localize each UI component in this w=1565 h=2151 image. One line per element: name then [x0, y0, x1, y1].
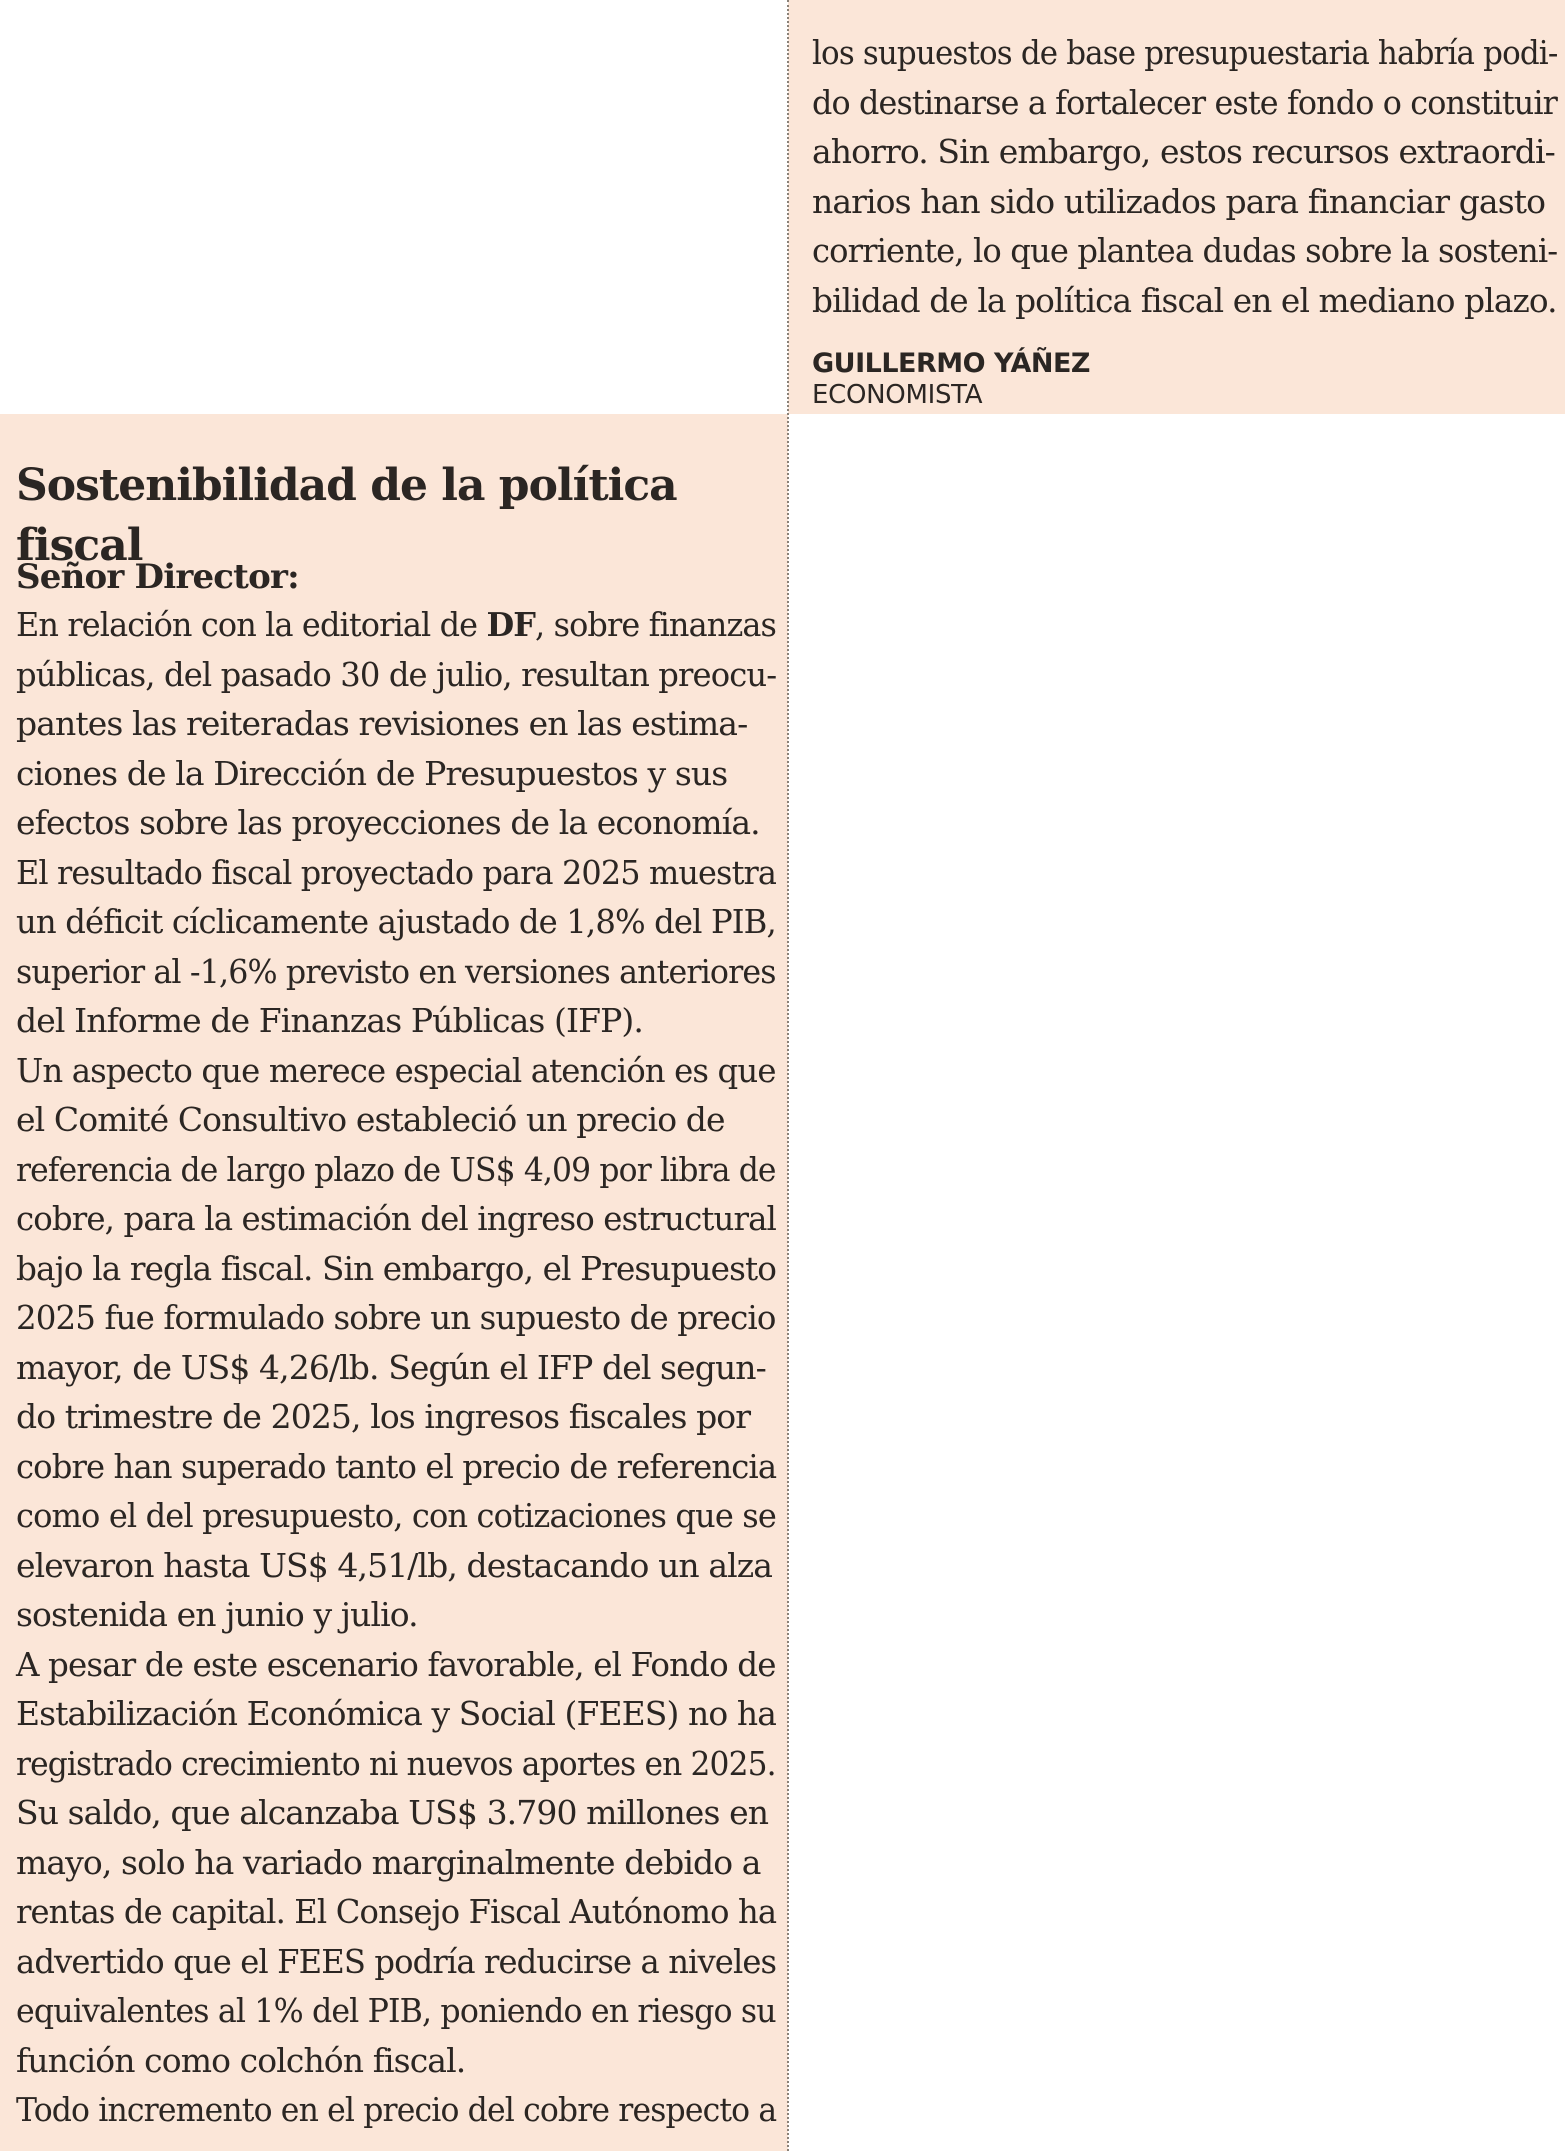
column-divider — [787, 0, 789, 2151]
author-name: GUILLERMO YÁÑEZ — [812, 348, 1090, 379]
text-line: ciones de la Dirección de Presupuestos y sus — [16, 753, 728, 793]
paragraph — [16, 1046, 776, 1640]
text-line: ahorro. Sin embargo, estos recursos extraordi- — [812, 132, 1555, 171]
text-line: registrado crecimiento ni nuevos aportes en 2025. — [16, 1743, 776, 1783]
intro-text: En relación con la editorial de — [16, 605, 487, 644]
text-line: Todo incremento en el precio del cobre respecto a — [16, 2090, 777, 2129]
text-line: mayo, solo ha variado marginalmente debido a — [16, 1842, 761, 1882]
text-line: cobre, para la estimación del ingreso estructural — [16, 1199, 776, 1238]
publication-name: DF — [486, 605, 536, 644]
text-line: el Comité Consultivo estableció un precio de — [16, 1100, 725, 1139]
letter-continuation-text — [812, 28, 1557, 325]
text-line: referencia de largo plazo de US$ 4,09 por libra de — [16, 1149, 776, 1189]
text-line: Estabilización Económica y Social (FEES) no ha — [16, 1694, 776, 1733]
intro-text-end: , sobre finanzas — [535, 605, 777, 644]
paragraph — [16, 600, 776, 848]
text-line: del Informe de Finanzas Públicas (IFP). — [16, 1001, 643, 1040]
text-line: efectos sobre las proyecciones de la economía. — [16, 803, 760, 842]
text-line: El resultado fiscal proyectado para 2025 muestra — [16, 852, 777, 892]
text-line: cobre han superado tanto el precio de referencia — [16, 1446, 777, 1486]
text-line: 2025 fue formulado sobre un supuesto de precio — [16, 1298, 776, 1337]
letter-salutation: Señor Director: — [16, 557, 299, 597]
paragraph — [16, 2085, 776, 2135]
text-line: elevaron hasta US$ 4,51/lb, destacando un alza — [16, 1545, 773, 1585]
text-line: públicas, del pasado 30 de julio, resultan preocu- — [16, 654, 777, 694]
text-line: bilidad de la política fiscal en el mediano plazo. — [812, 280, 1557, 320]
paragraph — [16, 848, 776, 1046]
text-line: pantes las reiteradas revisiones en las estima- — [16, 704, 748, 743]
text-line: un déficit cíclicamente ajustado de 1,8% del PIB, — [16, 902, 776, 941]
text-line: do trimestre de 2025, los ingresos fiscales por — [16, 1397, 751, 1436]
text-line: Su saldo, que alcanzaba US$ 3.790 millones en — [16, 1793, 769, 1832]
text-line: sostenida en junio y julio. — [16, 1595, 418, 1634]
text-line: como el del presupuesto, con cotizaciones que se — [16, 1496, 776, 1535]
letter-title: Sostenibilidad de la política fiscal — [16, 460, 677, 571]
text-line: bajo la regla fiscal. Sin embargo, el Presupuesto — [16, 1248, 777, 1288]
text-line: A pesar de este escenario favorable, el Fondo de — [16, 1644, 776, 1684]
letter-body — [16, 600, 776, 2135]
text-line — [16, 600, 777, 650]
text-line: corriente, lo que plantea dudas sobre la sosteni- — [812, 231, 1558, 270]
text-line: mayor, de US$ 4,26/lb. Según el IFP del segun- — [16, 1347, 766, 1387]
text-line: narios han sido utilizados para financiar gasto — [812, 181, 1546, 221]
text-line: equivalentes al 1% del PIB, poniendo en riesgo su — [16, 1991, 776, 2030]
text-line: superior al -1,6% previsto en versiones anteriores — [16, 951, 776, 991]
text-line: función como colchón fiscal. — [16, 2040, 466, 2080]
text-line: los supuestos de base presupuestaria habría podi- — [812, 33, 1558, 72]
paragraph — [16, 1640, 776, 2086]
text-line: advertido que el FEES podría reducirse a niveles — [16, 1941, 777, 1981]
text-line: do destinarse a fortalecer este fondo o constituir — [812, 82, 1558, 122]
text-line: Un aspecto que merece especial atención es que — [16, 1050, 776, 1090]
signature — [812, 348, 1512, 410]
text-line: rentas de capital. El Consejo Fiscal Autónomo ha — [16, 1892, 777, 1931]
author-role: ECONOMISTA — [812, 380, 983, 410]
